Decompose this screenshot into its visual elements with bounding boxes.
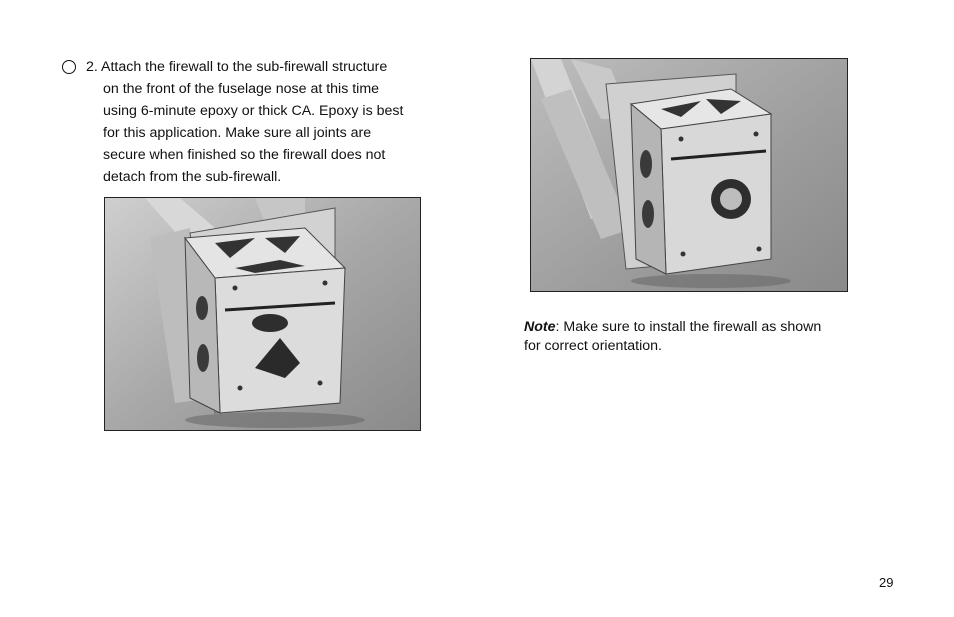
step-instruction: [62, 56, 434, 188]
step-text-line: detach from the sub-firewall.: [103, 169, 282, 185]
step-text-line: using 6-minute epoxy or thick CA. Epoxy is best: [103, 103, 404, 119]
note-label: Note: [524, 319, 556, 335]
page-number: 29: [879, 575, 894, 590]
note-line: [524, 318, 864, 337]
step-text-line: 2. Attach the firewall to the sub-firewall structure: [86, 59, 388, 75]
step-text-line: for this application. Make sure all joints are: [103, 125, 372, 141]
step-text-line: secure when finished so the firewall does not: [103, 147, 386, 163]
step-text-line: on the front of the fuselage nose at this time: [103, 81, 380, 97]
checkbox-circle-icon[interactable]: [62, 60, 76, 74]
photo-firewall-angled: [530, 58, 848, 292]
step-first-line: [62, 56, 434, 78]
note-text-line: : Make sure to install the firewall as shown: [555, 319, 822, 335]
note-text-line: for correct orientation.: [524, 338, 662, 354]
photo-firewall-front: [104, 197, 421, 431]
note-text: [524, 318, 864, 356]
